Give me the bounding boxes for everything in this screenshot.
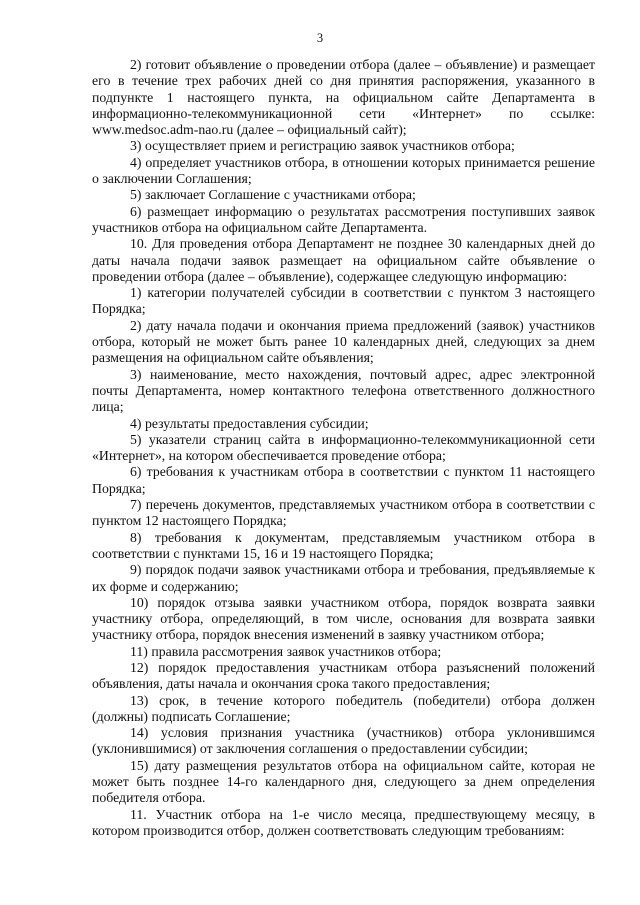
paragraph: 3) наименование, место нахождения, почтовый адрес, адрес электронной почты Департамента, номер контактного телефона ответственного должностного лица;	[92, 366, 595, 415]
paragraph: 6) требования к участникам отбора в соответствии с пунктом 11 настоящего Порядка;	[92, 464, 595, 496]
paragraph: 5) заключает Соглашение с участниками отбора;	[130, 187, 416, 203]
paragraph: 9) порядок подачи заявок участниками отбора и требования, предъявляемые к их форме и содержанию;	[92, 562, 595, 594]
page-number: 3	[316, 31, 324, 45]
paragraph: 11) правила рассмотрения заявок участников отбора;	[130, 643, 442, 659]
paragraph: 4) результаты предоставления субсидии;	[130, 415, 369, 431]
paragraph: 15) дату размещения результатов отбора на официальном сайте, которая не может быть позднее 14-го календарного дня, следующего за днем определения победителя отбора.	[92, 757, 595, 806]
paragraph: 6) размещает информацию о результатах рассмотрения поступивших заявок участников отбора на официальном сайте Департамента.	[92, 203, 595, 235]
document-body	[92, 57, 595, 839]
paragraph: 10. Для проведения отбора Департамент не позднее 30 календарных дней до даты начала подачи заявок размещает на официальном сайте объявление о проведении отбора (далее – объявление), содержащее следующую информацию:	[92, 236, 595, 284]
paragraph: 1) категории получателей субсидии в соответствии с пунктом 3 настоящего Порядка;	[92, 285, 595, 317]
paragraph: 12) порядок предоставления участникам отбора разъяснений положений объявления, даты начала и окончания срока такого предоставления;	[92, 659, 595, 692]
paragraph: 2) готовит объявление о проведении отбора (далее – объявление) и размещает его в течение трех рабочих дней со дня принятия распоряжения, указанного в подпункте 1 настоящего пункта, на официальном сайте Департамента в информационно-телекоммуникационной сети «Интернет» по ссылке: www.medsoc.adm-nao.ru (далее – официальный сайт);	[92, 57, 595, 138]
paragraph: 10) порядок отзыва заявки участником отбора, порядок возврата заявки участнику отбора, определяющий, в том числе, основания для возврата заявки участнику отбора, порядок внесения изменений в заявку участником отбора;	[92, 594, 595, 643]
paragraph: 7) перечень документов, представляемых участником отбора в соответствии с пунктом 12 настоящего Порядка;	[92, 497, 595, 529]
paragraph: 8) требования к документам, представляемым участником отбора в соответствии с пунктами 15, 16 и 19 настоящего Порядка;	[92, 529, 595, 561]
paragraph: 5) указатели страниц сайта в информационно-телекоммуникационной сети «Интернет», на котором обеспечивается проведение отбора;	[92, 431, 595, 464]
paragraph: 2) дату начала подачи и окончания приема предложений (заявок) участников отбора, который не может быть ранее 10 календарных дней, следующих за днем размещения на официальном сайте объявления;	[92, 317, 595, 366]
paragraph: 11. Участник отбора на 1-е число месяца, предшествующему месяцу, в котором производится отбор, должен соответствовать следующим требованиям:	[92, 806, 595, 838]
paragraph: 14) условия признания участника (участников) отбора уклонившимся (уклонившимися) от заключения соглашения о предоставлении субсидии;	[92, 725, 595, 757]
paragraph: 3) осуществляет прием и регистрацию заявок участников отбора;	[130, 138, 515, 154]
paragraph: 4) определяет участников отбора, в отношении которых принимается решение о заключении Соглашения;	[92, 154, 595, 187]
paragraph: 13) срок, в течение которого победитель (победители) отбора должен (должны) подписать Соглашение;	[92, 692, 595, 724]
